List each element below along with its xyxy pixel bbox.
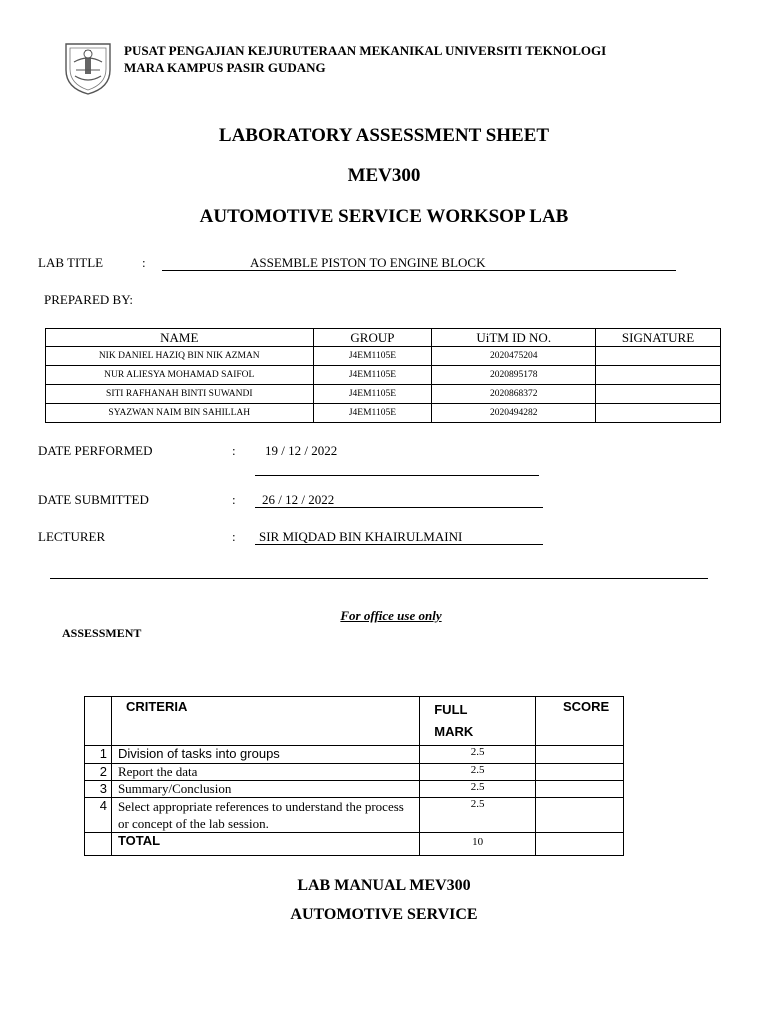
date-performed-value: 19 / 12 / 2022	[265, 443, 338, 458]
table-row	[46, 366, 721, 385]
criteria-full-mark: 2.5	[420, 798, 536, 833]
prepared-by-label: PREPARED BY:	[44, 292, 133, 307]
criteria-number: 4	[85, 798, 112, 833]
header-signature: SIGNATURE	[596, 329, 721, 347]
total-label: TOTAL	[111, 833, 419, 856]
members-table	[45, 328, 721, 423]
header-id: UiTM ID NO.	[432, 329, 596, 347]
header-criteria: CRITERIA	[111, 697, 419, 746]
course-code: MEV300	[347, 165, 421, 186]
member-id: 2020494282	[432, 404, 596, 423]
criteria-number: 3	[85, 781, 112, 798]
institution-line-1: PUSAT PENGAJIAN KEJURUTERAAN MEKANIKAL UNIVERSITI TEKNOLOGI	[124, 43, 607, 58]
assessment-header-row	[85, 697, 624, 746]
criteria-text: Summary/Conclusion	[111, 781, 419, 798]
lecturer-value: SIR MIQDAD BIN KHAIRULMAINI	[259, 529, 463, 544]
criteria-text: Report the data	[111, 764, 419, 781]
criteria-number: 1	[85, 746, 112, 764]
member-signature	[596, 366, 721, 385]
table-row	[46, 404, 721, 423]
member-id: 2020868372	[432, 385, 596, 404]
member-group: J4EM1105E	[313, 404, 432, 423]
lab-title-underline	[162, 255, 676, 271]
criteria-score	[536, 764, 624, 781]
table-row	[46, 385, 721, 404]
criteria-number: 2	[85, 764, 112, 781]
course-name: AUTOMOTIVE SERVICE WORKSOP LAB	[199, 206, 569, 227]
member-id: 2020475204	[432, 347, 596, 366]
total-score	[536, 833, 624, 856]
lab-title-label: LAB TITLE	[38, 255, 104, 270]
criteria-score	[536, 798, 624, 833]
date-performed-label: DATE PERFORMED	[38, 443, 153, 458]
members-header-row	[46, 329, 721, 347]
date-submitted-underline	[255, 492, 543, 508]
date-performed-colon: :	[232, 443, 236, 458]
total-full-mark: 10	[420, 833, 536, 856]
section-divider	[50, 578, 708, 579]
assessment-table	[84, 696, 624, 856]
criteria-score	[536, 746, 624, 764]
lecturer-underline	[255, 529, 543, 545]
member-group: J4EM1105E	[313, 347, 432, 366]
member-name: NUR ALIESYA MOHAMAD SAIFOL	[46, 366, 314, 385]
criteria-full-mark: 2.5	[420, 764, 536, 781]
date-submitted-value: 26 / 12 / 2022	[262, 492, 335, 507]
member-signature	[596, 404, 721, 423]
total-number	[85, 833, 112, 856]
header-full-mark-line-1: FULL	[434, 702, 468, 717]
lecturer-colon: :	[232, 529, 236, 544]
table-row	[85, 798, 624, 833]
table-row	[85, 746, 624, 764]
date-submitted-colon: :	[232, 492, 236, 507]
criteria-score	[536, 781, 624, 798]
member-group: J4EM1105E	[313, 385, 432, 404]
header-name: NAME	[46, 329, 314, 347]
lecturer-label: LECTURER	[38, 529, 106, 544]
table-row	[46, 347, 721, 366]
institution-line-2: MARA KAMPUS PASIR GUDANG	[124, 60, 326, 75]
university-crest-icon	[60, 40, 116, 96]
institution-name	[124, 42, 606, 76]
header-score: SCORE	[536, 697, 624, 746]
header-full-mark	[420, 697, 536, 746]
member-signature	[596, 347, 721, 366]
member-group: J4EM1105E	[313, 366, 432, 385]
header-full-mark-line-2: MARK	[434, 724, 474, 739]
member-id: 2020895178	[432, 366, 596, 385]
member-name: SITI RAFHANAH BINTI SUWANDI	[46, 385, 314, 404]
lab-manual-title: LAB MANUAL MEV300	[297, 877, 471, 894]
date-submitted-label: DATE SUBMITTED	[38, 492, 149, 507]
office-use-note: For office use only	[340, 608, 442, 623]
total-row	[85, 833, 624, 856]
member-name: NIK DANIEL HAZIQ BIN NIK AZMAN	[46, 347, 314, 366]
date-performed-underline	[255, 475, 539, 476]
member-signature	[596, 385, 721, 404]
lab-title-value: ASSEMBLE PISTON TO ENGINE BLOCK	[250, 255, 486, 270]
lab-title-colon: :	[142, 255, 146, 270]
header-group: GROUP	[313, 329, 432, 347]
criteria-text: Division of tasks into groups	[111, 746, 419, 764]
criteria-full-mark: 2.5	[420, 746, 536, 764]
header-no	[85, 697, 112, 746]
assessment-label: ASSESSMENT	[62, 626, 142, 640]
subject-title: AUTOMOTIVE SERVICE	[290, 906, 478, 923]
criteria-full-mark: 2.5	[420, 781, 536, 798]
member-name: SYAZWAN NAIM BIN SAHILLAH	[46, 404, 314, 423]
criteria-text: Select appropriate references to understand the process or concept of the lab session.	[111, 798, 419, 833]
sheet-title: LABORATORY ASSESSMENT SHEET	[218, 125, 550, 146]
table-row	[85, 781, 624, 798]
table-row	[85, 764, 624, 781]
